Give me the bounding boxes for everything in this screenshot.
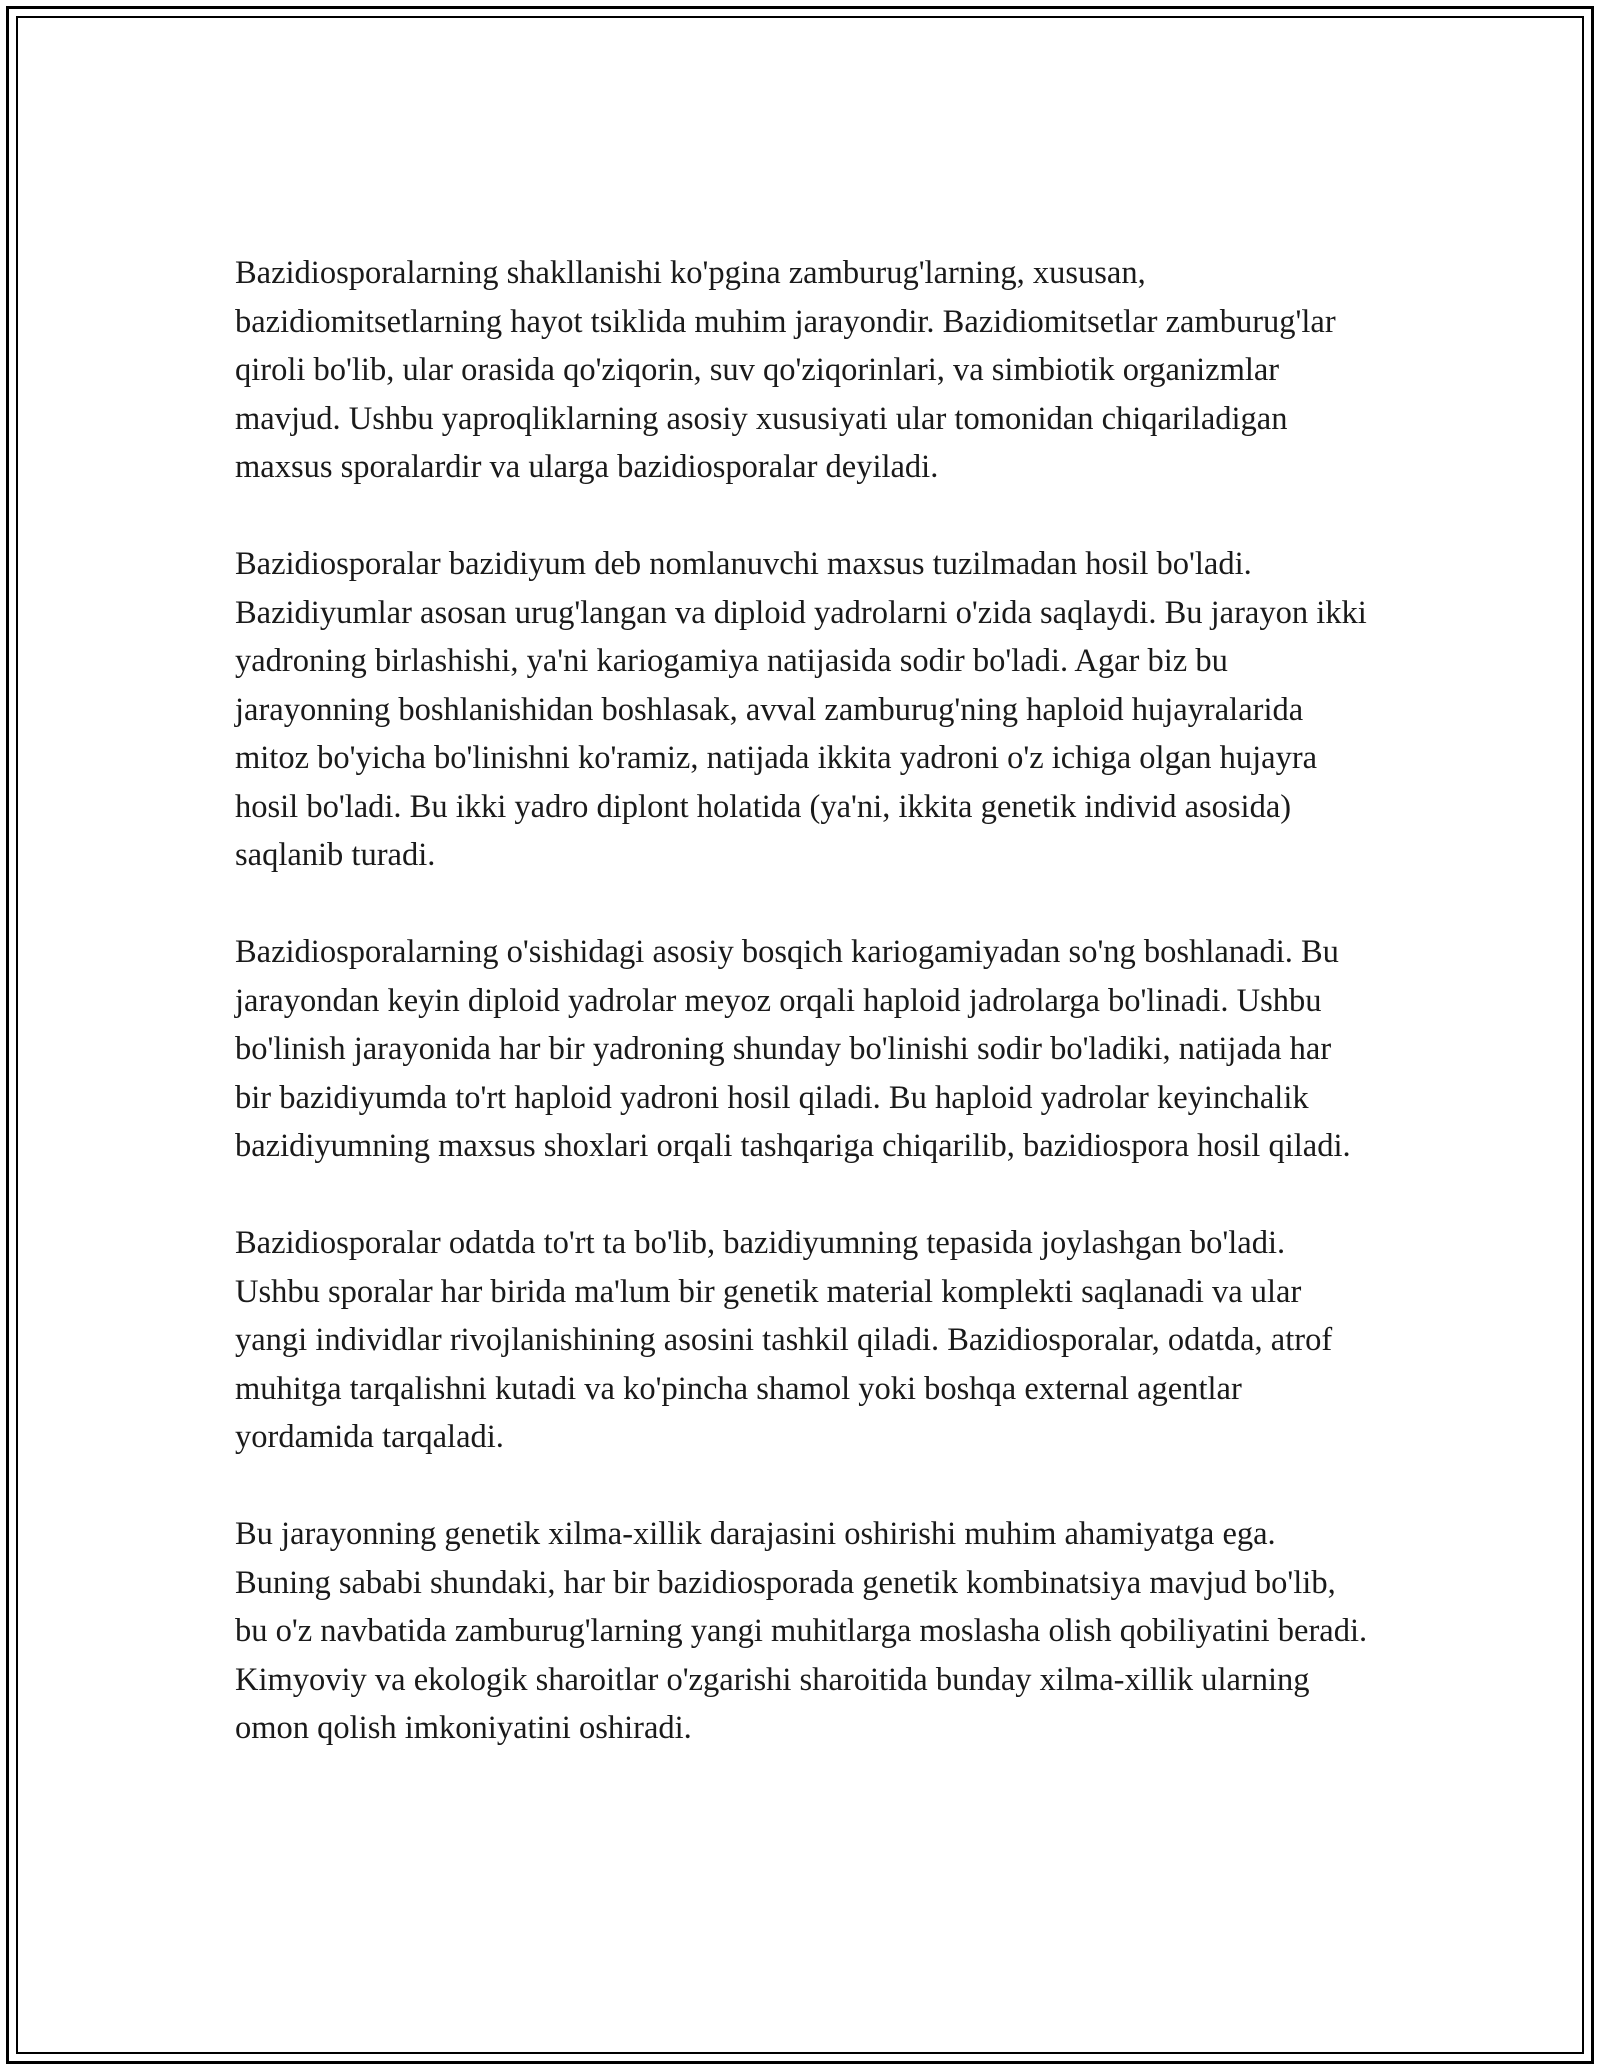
- paragraph-3: Bazidiosporalarning o'sishidagi asosiy bosqich kariogamiyadan so'ng boshlanadi. Bu jarayondan keyin diploid yadrolar meyoz orqali haploid jadrolarga bo'linadi. Ushbu bo'linish jarayonida har bir yadroning shunday bo'linishi sodir bo'ladiki, natijada har bir bazidiyumda to'rt haploid yadroni hosil qiladi. Bu haploid yadrolar keyinchalik bazidiyumning maxsus shoxlari orqali tashqariga chiqarilib, bazidiospora hosil qiladi.: [235, 934, 1351, 1164]
- paragraph-5: Bu jarayonning genetik xilma-xillik darajasini oshirishi muhim ahamiyatga ega. Buning sababi shundaki, har bir bazidiosporada genetik kombinatsiya mavjud bo'lib, bu o'z navbatida zamburug'larning yangi muhitlarga moslasha olish qobiliyatini beradi. Kimyoviy va ekologik sharoitlar o'zgarishi sharoitida bunday xilma-xillik ularning omon qolish imkoniyatini oshiradi.: [235, 1516, 1368, 1746]
- paragraph-2: Bazidiosporalar bazidiyum deb nomlanuvchi maxsus tuzilmadan hosil bo'ladi. Bazidiyumlar asosan urug'langan va diploid yadrolarni o'zida saqlaydi. Bu jarayon ikki yadroning birlashishi, ya'ni kariogamiya natijasida sodir bo'ladi. Agar biz bu jarayonning boshlanishidan boshlasak, avval zamburug'ning haploid hujayralarida mitoz bo'yicha bo'linishni ko'ramiz, natijada ikkita yadroni o'z ichiga olgan hujayra hosil bo'ladi. Bu ikki yadro diplont holatida (ya'ni, ikkita genetik individ asosida) saqlanib turadi.: [235, 546, 1367, 873]
- paragraph-1: Bazidiosporalarning shakllanishi ko'pgina zamburug'larning, xususan, bazidiomitsetlarning hayot tsiklida muhim jarayondir. Bazidiomitsetlar zamburug'lar qiroli bo'lib, ular orasida qo'ziqorin, suv qo'ziqorinlari, va simbiotik organizmlar mavjud. Ushbu yaproqliklarning asosiy xususiyati ular tomonidan chiqariladigan maxsus sporalardir va ularga bazidiosporalar deyiladi.: [235, 255, 1336, 485]
- document-body: [235, 249, 1375, 1801]
- paragraph-4: Bazidiosporalar odatda to'rt ta bo'lib, bazidiyumning tepasida joylashgan bo'ladi. Ushbu sporalar har birida ma'lum bir genetik material komplekti saqlanadi va ular yangi individlar rivojlanishining asosini tashkil qiladi. Bazidiosporalar, odatda, atrof muhitga tarqalishni kutadi va ko'pincha shamol yoki boshqa external agentlar yordamida tarqaladi.: [235, 1225, 1333, 1455]
